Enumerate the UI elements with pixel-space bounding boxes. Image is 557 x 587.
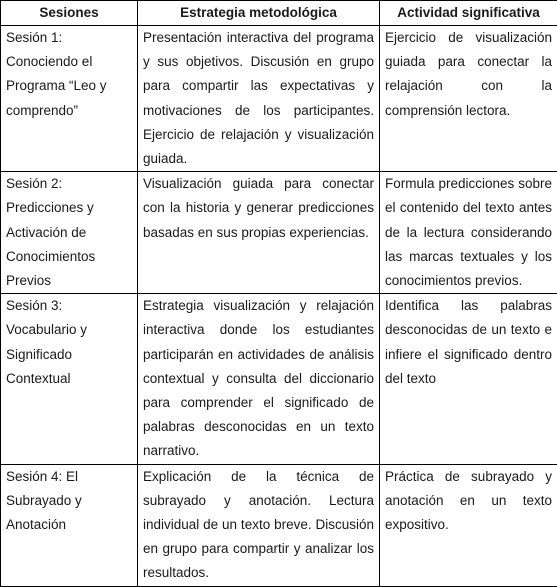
header-sesiones: Sesiones [1, 1, 138, 26]
strategy-cell: Presentación interactiva del programa y sus objetivos. Discusión en grupo para compartir las expectativas y motivaciones de los participantes. Ejercicio de relajación y visualización guiada. [138, 26, 380, 172]
session-line: Contextual [6, 371, 71, 386]
strategy-cell: Visualización guiada para conectar con la historia y generar predicciones basadas en sus propias experiencias. [138, 172, 380, 294]
table-row [1, 172, 557, 294]
session-line: Sesión 3: [6, 298, 62, 313]
session-line: Activación de [6, 225, 86, 240]
header-estrategia: Estrategia metodológica [138, 1, 380, 26]
session-line: Significado [6, 347, 72, 362]
session-cell [1, 172, 138, 294]
activity-cell: Formula predicciones sobre el contenido del texto antes de la lectura considerando las marcas textuales y los conocimientos previos. [380, 172, 557, 294]
table-row [1, 294, 557, 464]
header-row [1, 1, 557, 26]
session-line: Sesión 4: El [6, 469, 78, 484]
session-line: Sesión 1: [6, 30, 62, 45]
strategy-cell: Estrategia visualización y relajación interactiva donde los estudiantes participarán en actividades de análisis contextual y consulta del diccionario para comprender el significado de palabras desconocidas en un texto narrativo. [138, 294, 380, 464]
activity-cell: Práctica de subrayado y anotación en un texto expositivo. [380, 464, 557, 586]
table-row [1, 26, 557, 172]
session-cell [1, 464, 138, 586]
session-line: Subrayado y [6, 493, 82, 508]
session-line: Anotación [6, 517, 66, 532]
session-line: Sesión 2: [6, 176, 62, 191]
session-line: Predicciones y [6, 200, 94, 215]
strategy-cell: Explicación de la técnica de subrayado y anotación. Lectura individual de un texto breve. Discusión en grupo para compartir y analizar los resultados. [138, 464, 380, 586]
session-cell [1, 294, 138, 464]
session-line: Vocabulario y [6, 322, 87, 337]
session-line: Conocimientos [6, 249, 95, 264]
session-cell [1, 26, 138, 172]
session-line: Programa “Leo y [6, 78, 107, 93]
session-line: Conociendo el [6, 54, 92, 69]
session-line: Previos [6, 273, 51, 288]
activity-cell: Identifica las palabras desconocidas de un texto e infiere el significado dentro del texto [380, 294, 557, 464]
table-row [1, 464, 557, 586]
activity-cell: Ejercicio de visualización guiada para conectar la relajación con la comprensión lectora. [380, 26, 557, 172]
header-actividad: Actividad significativa [380, 1, 557, 26]
session-line: comprendo” [6, 103, 78, 118]
